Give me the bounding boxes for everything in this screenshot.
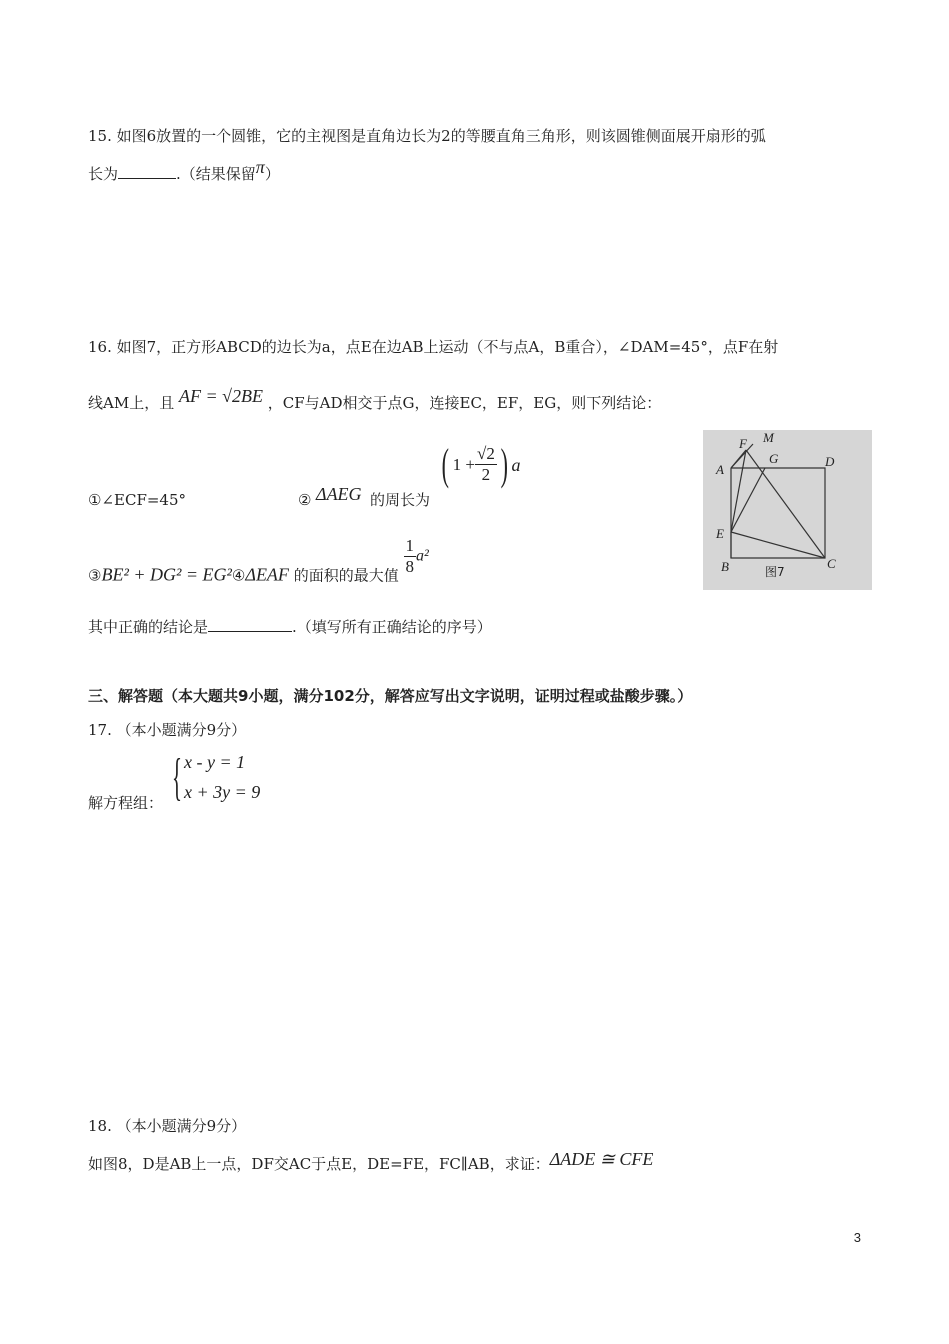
- q15-answer-blank[interactable]: [118, 163, 176, 179]
- q16-c4-value: [404, 536, 429, 577]
- label-a: A: [716, 462, 724, 477]
- q15-line2-pre: 长为: [88, 165, 119, 183]
- q16-answer-pre: 其中正确的结论是: [88, 618, 209, 636]
- left-paren-icon: (: [441, 439, 449, 489]
- q16-line2: [88, 386, 662, 413]
- q16-c2-fraction: [475, 444, 497, 485]
- q16-c2-a: a: [511, 454, 521, 475]
- q16-c2-text: 的周长为: [370, 491, 431, 509]
- q15-line2-post: .（结果保留: [176, 165, 256, 183]
- q16-c4-label: ④: [231, 566, 246, 585]
- right-paren-icon: ): [500, 439, 508, 489]
- left-brace-icon: {: [172, 749, 182, 806]
- q16-c4-triangle: ΔEAF: [245, 564, 289, 585]
- q16-c4-fraction: [404, 536, 417, 577]
- q16-answer-post: .（填写所有正确结论的序号）: [292, 618, 492, 636]
- label-b: B: [721, 559, 729, 574]
- q16-c4-a-squared: a²: [416, 547, 429, 565]
- q16-line1: 16. 如图7，正方形ABCD的边长为a，点E在边AB上运动（不与点A，B重合），∠DAM=45°，点F在射: [88, 338, 779, 356]
- q16-c2-triangle: ΔAEG: [316, 484, 362, 504]
- q18-congruence: ΔADE ≅ CFE: [549, 1149, 654, 1169]
- label-g: G: [769, 451, 779, 466]
- q16-c3-label: ③: [88, 566, 102, 585]
- section-3-heading: 三、解答题（本大题共9小题，满分102分，解答应写出文字说明，证明过程或盐酸步骤。）: [88, 687, 693, 705]
- label-f: F: [739, 436, 747, 451]
- q15-pi-symbol: π: [255, 157, 265, 177]
- figure-7-diagram: [703, 430, 872, 590]
- q16-af-formula: AF = √2BE: [178, 386, 263, 406]
- q17-title: 17. （本小题满分9分）: [88, 721, 247, 739]
- label-m: M: [763, 430, 774, 445]
- q16-line2-pre: 线AM上，且: [88, 394, 175, 412]
- q16-c3-formula: BE² + DG² = EG²: [101, 564, 232, 585]
- q16-line2-post: ，CF与AD相交于点G，连接EC，EF，EG，则下列结论：: [267, 394, 662, 412]
- q16-c2-perimeter: [438, 439, 521, 489]
- q16-c4-text: 的面积的最大值: [293, 566, 399, 585]
- q15-line2: [88, 157, 280, 184]
- label-c: C: [827, 556, 836, 571]
- label-d: D: [825, 454, 835, 469]
- page-number: 3: [853, 1230, 861, 1245]
- q16-answer-blank[interactable]: [208, 616, 292, 632]
- figure-7: [703, 430, 872, 590]
- q16-c4-numerator: 1: [405, 536, 415, 555]
- q17-prompt: 解方程组：: [88, 794, 164, 812]
- q16-c4-denominator: 8: [405, 557, 415, 576]
- q16-answer-line: [88, 616, 492, 637]
- q16-c2-numerator: √2: [477, 444, 495, 463]
- q17-equation-1: x - y = 1: [184, 752, 246, 772]
- q18-body-text: 如图8，D是AB上一点，DF交AC于点E，DE=FE，FC∥AB，求证：: [88, 1155, 550, 1173]
- q16-c2-one: 1 +: [452, 454, 475, 474]
- q15-line1: 15. 如图6放置的一个圆锥，它的主视图是直角边长为2的等腰直角三角形，则该圆锥侧面展开扇形的弧: [88, 127, 766, 145]
- q16-c2-denominator: 2: [481, 465, 491, 484]
- figure-7-caption: 图7: [765, 565, 785, 579]
- q15-line2-end: ）: [264, 165, 280, 183]
- q16-conclusion-3-4: [88, 536, 429, 597]
- q17-equation-2: x + 3y = 9: [184, 782, 261, 802]
- label-e: E: [716, 526, 724, 541]
- q16-c2-label: ②: [298, 491, 312, 509]
- q16-conclusion-1: ①∠ECF=45°: [88, 491, 187, 509]
- q18-title: 18. （本小题满分9分）: [88, 1117, 247, 1135]
- q18-body: [88, 1149, 654, 1174]
